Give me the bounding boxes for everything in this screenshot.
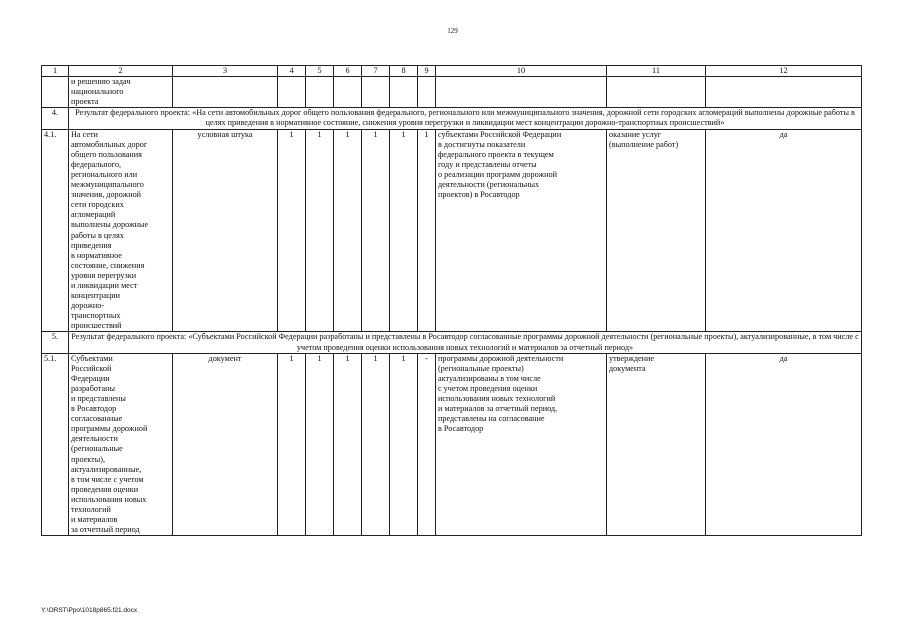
cell-num: 5.1.	[42, 353, 69, 536]
cell-flag: да	[706, 129, 862, 332]
header-cell: 4	[278, 66, 306, 77]
cell-type	[607, 77, 706, 108]
cell-value: 1	[278, 353, 306, 536]
header-cell: 3	[173, 66, 278, 77]
cell-description: программы дорожной деятельности (региональные проекты) актуализированы в том числе с учетом проведения оценки использования новых технологий и материалов за отчетный период, представлены на согласование в Росавтодор	[436, 353, 607, 536]
header-cell: 2	[69, 66, 173, 77]
section-title: Результат федерального проекта: «Субъектами Российской Федерации разработаны и представлены в Росавтодор согласованные программы дорожной деятельности (региональные проекты), актуализированные, в том числе с учетом проведения оценки использования новых технологий и материалов за отчетный период»	[69, 332, 862, 353]
cell-type: оказание услуг (выполнение работ)	[607, 129, 706, 332]
continuation-row	[42, 77, 862, 108]
section-number: 4.	[42, 108, 69, 129]
header-cell: 6	[334, 66, 362, 77]
cell-value	[390, 77, 418, 108]
cell-unit: документ	[173, 353, 278, 536]
cell-name: Субъектами Российской Федерации разработаны и представлены в Росавтодор согласованные программы дорожной деятельности (региональные проекты), актуализированные, в том числе с учетом проведения оценки использования новых технологий и материалов за отчетный период	[69, 353, 173, 536]
cell-unit	[173, 77, 278, 108]
header-cell: 9	[418, 66, 436, 77]
header-cell: 10	[436, 66, 607, 77]
cell-flag	[706, 77, 862, 108]
cell-value: 1	[390, 129, 418, 332]
section-title: Результат федерального проекта: «На сети автомобильных дорог общего пользования федерального, регионального или межмуниципального значения, дорожной сети городских агломераций выполнены дорожные работы в целях приведения в нормативное состояние, снижения уровня перегрузки и ликвидации мест концентрации дорожно-транспортных происшествий»	[69, 108, 862, 129]
cell-flag: да	[706, 353, 862, 536]
header-cell: 5	[306, 66, 334, 77]
cell-value	[306, 77, 334, 108]
page-number: 129	[447, 27, 458, 35]
cell-type: утверждение документа	[607, 353, 706, 536]
cell-value: 1	[334, 129, 362, 332]
cell-name: На сети автомобильных дорог общего пользования федерального, регионального или межмуниципального значения, дорожной сети городских агломераций выполнены дорожные работы в целях приведения в нормативное состояние, снижения уровня перегрузки и ликвидации мест концентрации дорожно- транспортных происшествий	[69, 129, 173, 332]
header-cell: 7	[362, 66, 390, 77]
cell-value: -	[418, 353, 436, 536]
cell-num	[42, 77, 69, 108]
section-row-5	[42, 332, 862, 353]
cell-num: 4.1.	[42, 129, 69, 332]
cell-value: 1	[362, 129, 390, 332]
header-cell: 12	[706, 66, 862, 77]
table-row-4-1	[42, 129, 862, 332]
header-row	[42, 66, 862, 77]
header-cell: 11	[607, 66, 706, 77]
cell-name: и решению задач национального проекта	[69, 77, 173, 108]
cell-value: 1	[362, 353, 390, 536]
cell-description: субъектами Российской Федерации в достигнуты показатели федерального проекта в текущем году и представлены отчеты о реализации программ дорожной деятельности (региональных проектов) в Росавтодор	[436, 129, 607, 332]
section-number: 5.	[42, 332, 69, 353]
cell-description	[436, 77, 607, 108]
cell-value: 1	[306, 129, 334, 332]
cell-value: 1	[418, 129, 436, 332]
table-row-5-1	[42, 353, 862, 536]
document-table	[41, 65, 862, 536]
cell-value	[362, 77, 390, 108]
cell-value	[278, 77, 306, 108]
cell-value	[418, 77, 436, 108]
footer-file-path: Y:\ORST\Ppo\1018p865.f21.docx	[41, 607, 138, 614]
cell-value: 1	[278, 129, 306, 332]
cell-value: 1	[334, 353, 362, 536]
cell-value: 1	[306, 353, 334, 536]
header-cell: 8	[390, 66, 418, 77]
section-row-4	[42, 108, 862, 129]
cell-value: 1	[390, 353, 418, 536]
cell-unit: условная штука	[173, 129, 278, 332]
cell-value	[334, 77, 362, 108]
header-cell: 1	[42, 66, 69, 77]
